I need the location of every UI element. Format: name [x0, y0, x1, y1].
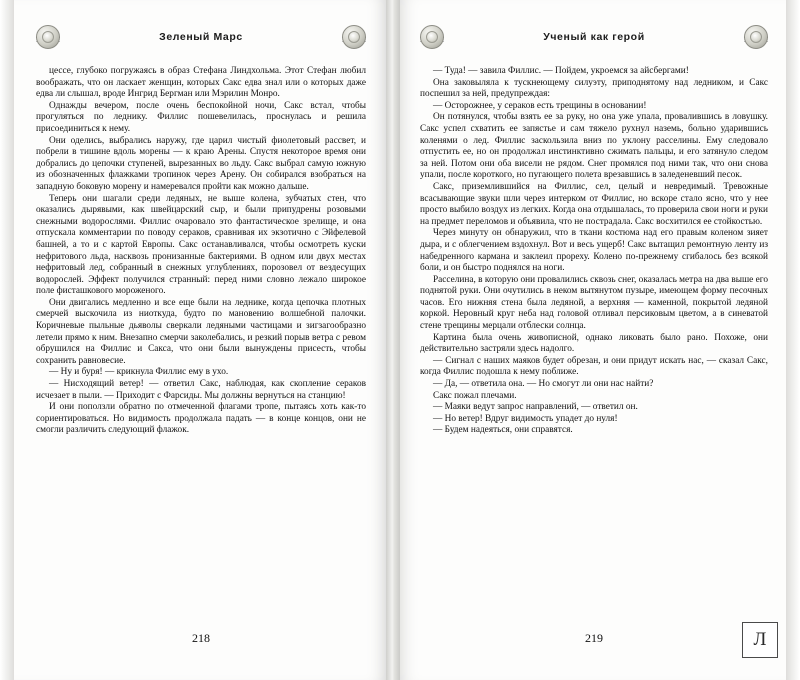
paragraph: — Ну и буря! — крикнула Филлис ему в ухо.	[49, 367, 229, 378]
page-number-right: 219	[585, 631, 603, 645]
paragraph: И они поползли обратно по отмеченной флагами тропе, пытаясь хоть как-то сориентироваться. Но видимость продолжала падать — в конце концов, они не смогли различить следующий флажок.	[36, 402, 366, 436]
publisher-logo: Л	[742, 622, 778, 658]
page-number-left: 218	[192, 631, 210, 645]
paragraph: — Маяки ведут запрос направлений, — ответил он.	[433, 402, 638, 413]
paragraph: Они оделись, выбрались наружу, где царил чистый фиолетовый рассвет, и побрели в тишине вдоль морены — к краю Арены. Спустя некоторое время они добрались до цепочки ступеней, вырезанных во льду. Сакс выбрал самую южную из обозначенных флажками тропинок через Арену. Он собирался взобраться на западную боковую морену и намеревался пройти как можно дальше.	[36, 135, 366, 192]
ornament-icon	[36, 25, 60, 49]
paragraph: Однажды вечером, после очень беспокойной ночи, Сакс встал, чтобы прогуляться по леднику. Филлис пошевелилась, проснулась и решила присоединиться к нему.	[36, 100, 366, 134]
paragraph: Он потянулся, чтобы взять ее за руку, но она уже упала, провалившись в ловушку. Сакс успел схватить ее запястье и сам тяжело рухнул наземь, больно ударившись коленями о лед. Филлис заскользила вниз по уклону расселины. Ему следовало отпустить ее, но он продолжал инстинктивно сжимать пальцы, и его затянуло следом за ней. Потом они оба висели не рядом. Снег промялся под ними так, что они снова упали, после короткого, но пугающего полета врезавшись в заледеневший песок.	[420, 112, 768, 181]
running-title-left: Зеленый Марс	[60, 31, 342, 43]
paragraph: Расселина, в которую они провалились сквозь снег, оказалась метра на два выше его поднятой руки. Они очутились в неком вытянутом пузыре, имеющем форму песочных часов. Его нижняя стена была ледяной, а верхняя — каменной, покрытой ледяной коркой. Неровный круг неба над головой отливал персиковым цветом, а в синеватой стене трещины мерцали отблески солнца.	[420, 274, 768, 332]
page-edge-left	[0, 0, 14, 680]
paragraph: — Будем надеяться, они справятся.	[433, 425, 573, 436]
paragraph: Теперь они шагали среди ледяных, не выше колена, зубчатых стен, что оказались дырявыми, как швейцарский сыр, и были припудрены розовыми снежными водорослями. Филлис очаровало это фантастическое зрелище, и она отпускала комментарии по поводу сераков, сравнивая их экзотично с Эйфелевой башней, а то и с картой Европы. Сакс останавливался, чтобы осмотреть куски нефритового льда, насквозь пронизанные бактериями. В одном или двух местах нефритовый лед, собранный в снежных углублениях, порозовел от вездесущих водорослей. Эффект получился странный: перед ними словно лежало широкое поле фисташкового мороженого.	[36, 193, 366, 297]
running-title-right: Ученый как герой	[444, 31, 744, 43]
paragraph: — Осторожнее, у сераков есть трещины в основании!	[433, 100, 647, 111]
paragraph: Она заковыляла к тускнеющему силуэту, приподнятому над ледником, и Сакс поспешил за ней, предупреждая:	[420, 77, 768, 100]
paragraph: Картина была очень живописной, однако ликовать было рано. Похоже, они действительно застряли здесь надолго.	[420, 332, 768, 355]
book-gutter	[386, 0, 400, 680]
body-text-right	[420, 66, 768, 437]
paragraph: Сакс, приземлившийся на Филлис, сел, целый и невредимый. Тревожные всасывающие звуки шли через интерком от Филлис, но вскоре стало ясно, что у нее просто выбило воздух из легких. Когда она отдышалась, то проверила свои ноги и руки на предмет переломов и объявила, что не пострадала. Сакс восхитился ее стойкостью.	[420, 181, 768, 227]
paragraph: Сакс пожал плечами.	[433, 390, 517, 401]
body-text-left	[36, 66, 366, 437]
ornament-icon	[420, 25, 444, 49]
paragraph: — Но ветер! Вдруг видимость упадет до нуля!	[433, 413, 618, 424]
ornament-icon	[342, 25, 366, 49]
paragraph: цессе, глубоко погружаясь в образ Стефана Линдхольма. Этот Стефан любил воображать, что он ласкает женщин, которых Сакс едва знал или о которых даже едва ли слышал, вроде Ингрид Бергман или Мэрилин Монро.	[36, 66, 366, 100]
ornament-icon	[744, 25, 768, 49]
header-left	[36, 22, 366, 52]
paragraph: Через минуту он обнаружил, что в ткани костюма над его правым коленом зияет дыра, и с облегчением вздохнул. Вот и весь ущерб! Сакс вытащил ремонтную ленту из набедренного кармана и заклеил прореху. Колено по-прежнему сгибалось без всякой боли, и он быстро поднялся на ноги.	[420, 228, 768, 274]
paragraph: — Туда! — завила Филлис. — Пойдем, укроемся за айсбергами!	[433, 66, 689, 76]
page-edge-right	[786, 0, 800, 680]
paragraph: — Нисходящий ветер! — ответил Сакс, наблюдая, как скопление сераков исчезает в пыли. — Приходит с Фарсиды. Мы должны вернуться на станцию!	[36, 379, 366, 401]
paragraph: — Да, — ответила она. — Но смогут ли они нас найти?	[433, 379, 654, 390]
paragraph: Они двигались медленно и все еще были на леднике, когда цепочка плотных смерчей выскочила из ниоткуда, будто по мановению волшебной палочки. Коричневые пыльные дьяволы сверкали ледяными частицами и зигзагообразно летели прямо к ним. Внезапно смерчи заколебались, и резкий порыв ветра с ревом обрушился на Филлис и Сакса, что они были вынуждены присесть, чтобы сохранить равновесие.	[36, 297, 366, 366]
header-right	[420, 22, 768, 52]
paragraph: — Сигнал с наших маяков будет обрезан, и они придут искать нас, — сказал Сакс, когда Филлис подошла к нему поближе.	[420, 355, 768, 378]
